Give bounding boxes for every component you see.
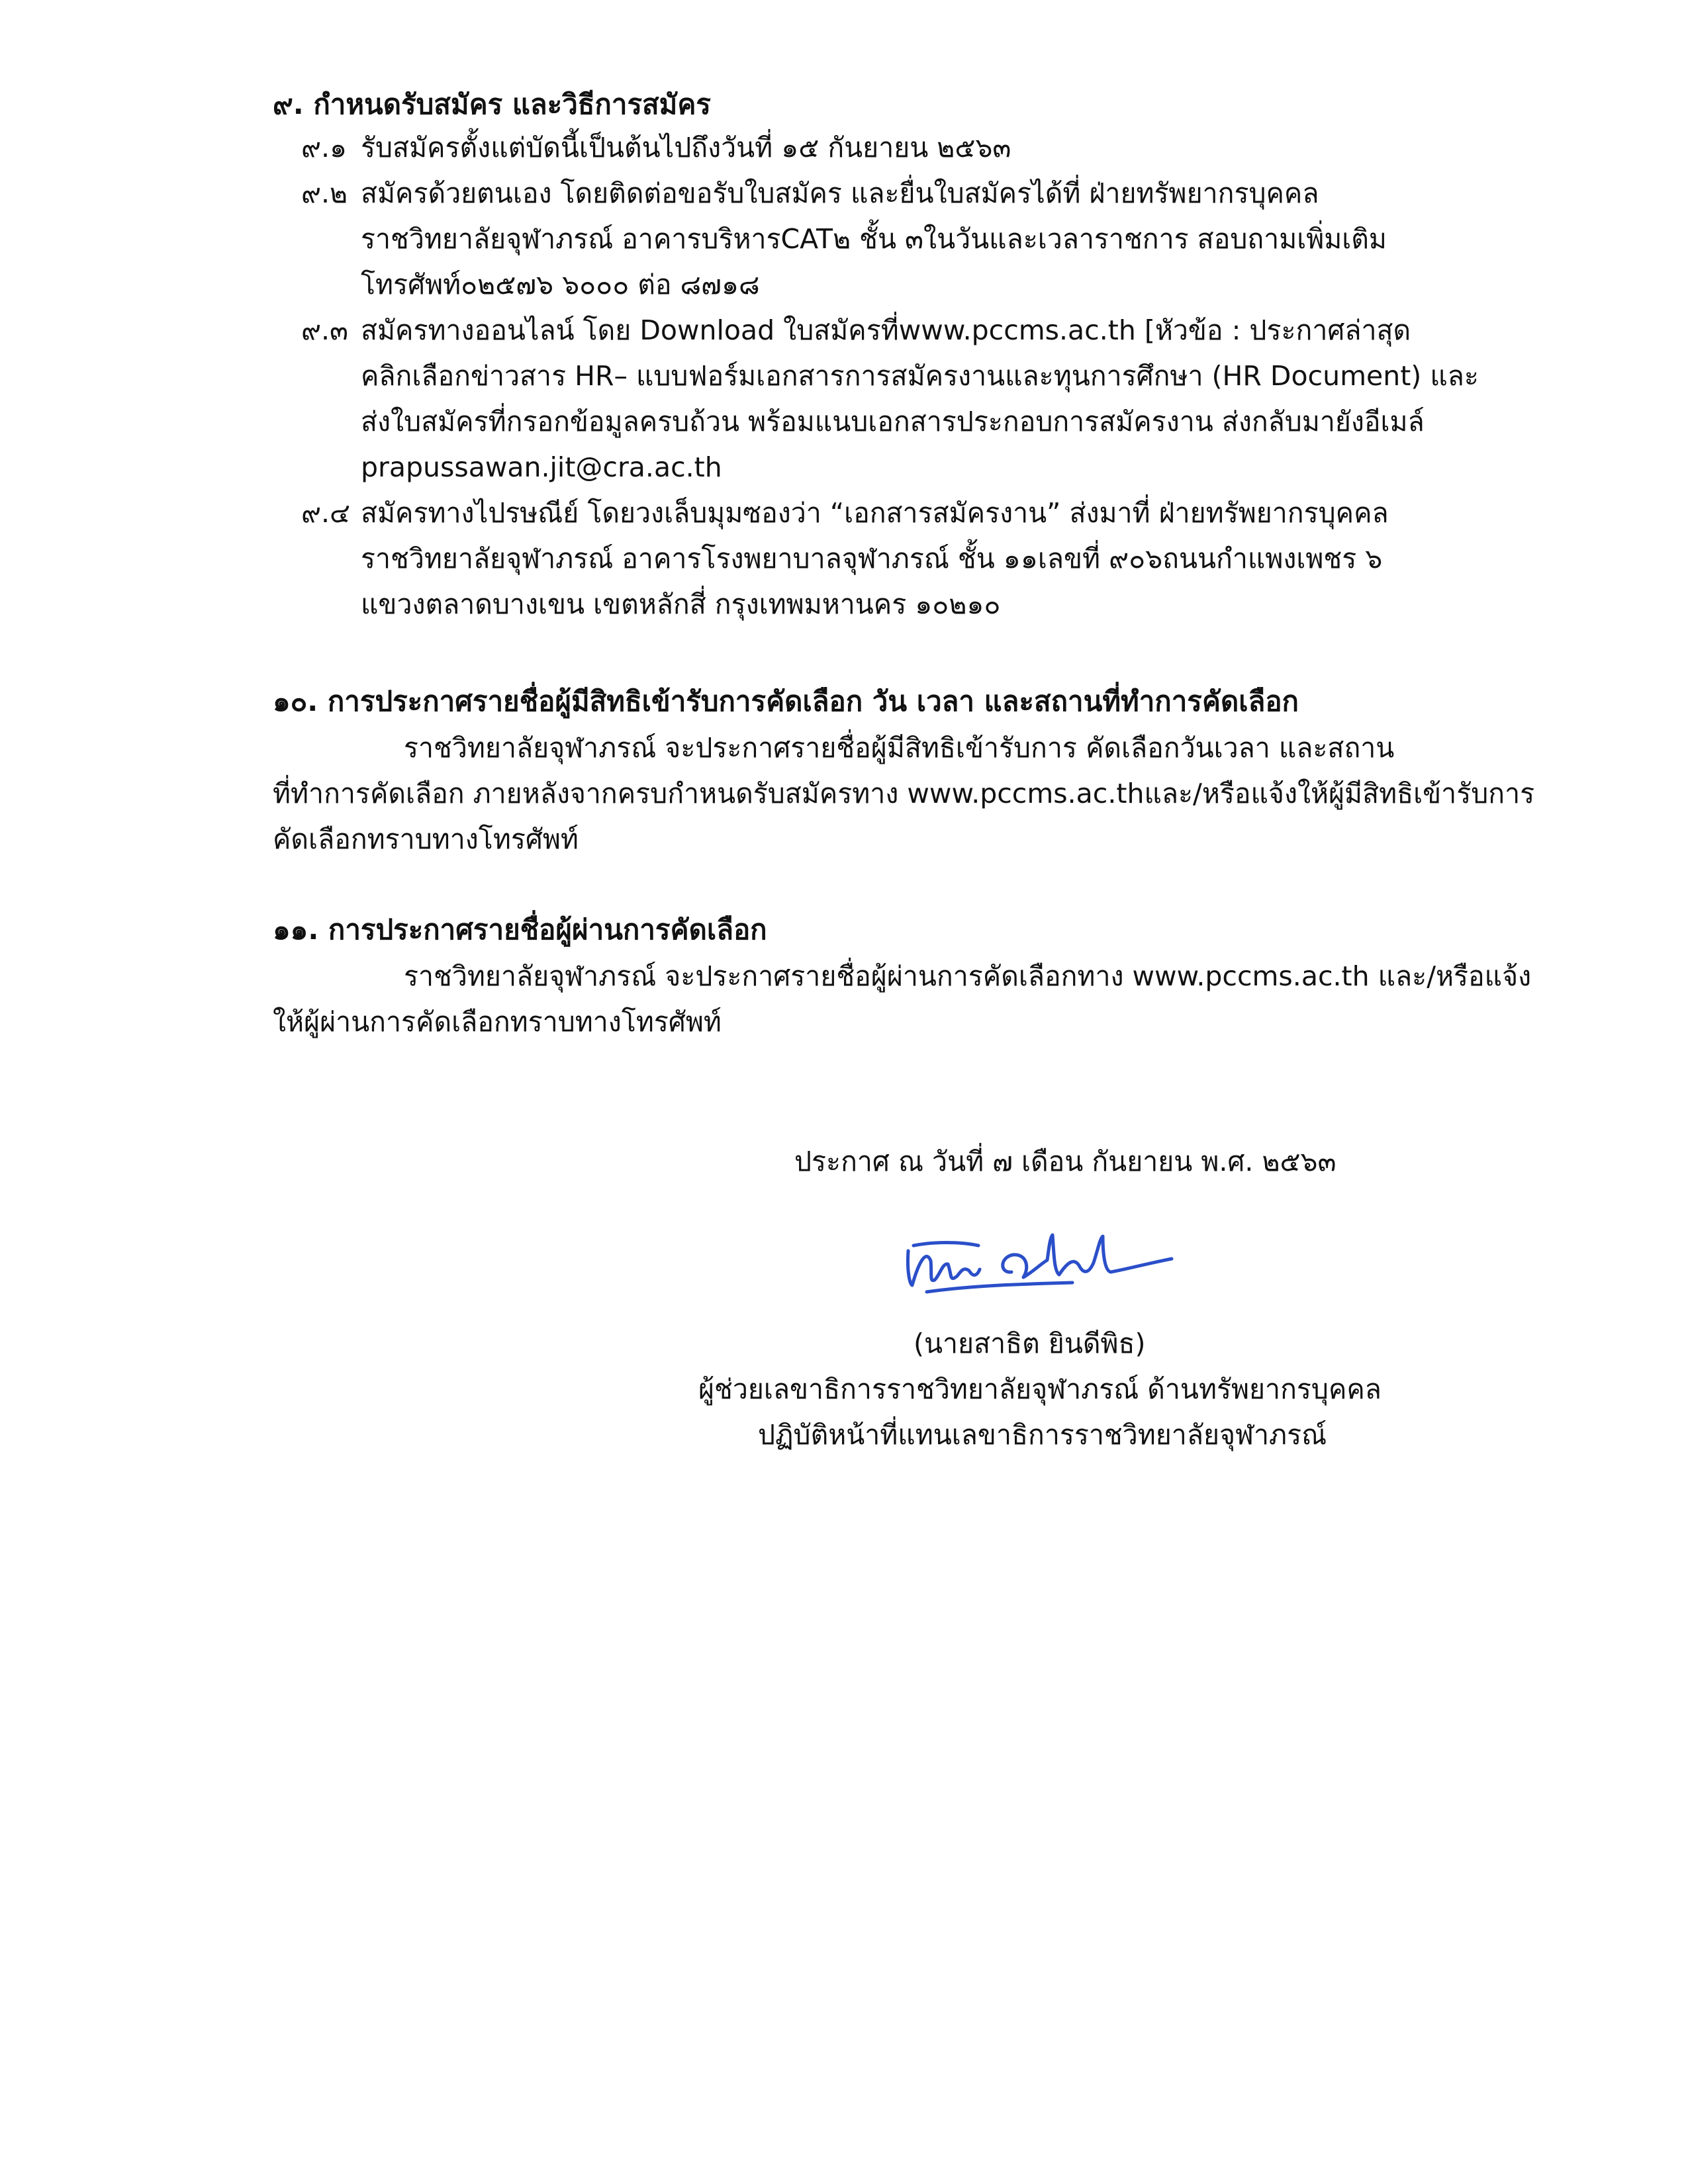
item-text-continuation: ราชวิทยาลัยจุฬาภรณ์ อาคารบริหารCAT๒ ชั้น ๓ในวันและเวลาราชการ สอบถามเพิ่มเติม [361, 223, 1387, 255]
item-text-continuation: ราชวิทยาลัยจุฬาภรณ์ อาคารโรงพยาบาลจุฬาภรณ์ ชั้น ๑๑เลขที่ ๙๐๖ถนนกำแพงเพชร ๖ [361, 543, 1383, 574]
item-text-continuation: โทรศัพท์๐๒๕๗๖ ๖๐๐๐ ต่อ ๘๗๑๘ [361, 269, 760, 300]
item-text: สมัครทางออนไลน์ โดย Download ใบสมัครที่www.pccms.ac.th [หัวข้อ : ประกาศล่าสุด [361, 314, 1411, 346]
signer-role: ปฏิบัติหน้าที่แทนเลขาธิการราชวิทยาลัยจุฬาภรณ์ [758, 1419, 1327, 1451]
section-10-text: ที่ทำการคัดเลือก ภายหลังจากครบกำหนดรับสมัครทาง www.pccms.ac.thและ/หรือแจ้งให้ผู้มีสิทธิเข้ารับการ [273, 778, 1535, 809]
email-address: prapussawan.jit@cra.ac.th [361, 451, 722, 483]
section-9-1 [301, 128, 1011, 167]
section-11-text: ให้ผู้ผ่านการคัดเลือกทราบทางโทรศัพท์ [273, 1006, 722, 1038]
section-11-text: ราชวิทยาลัยจุฬาภรณ์ จะประกาศรายชื่อผู้ผ่านการคัดเลือกทาง www.pccms.ac.th และ/หรือแจ้ง [404, 960, 1532, 992]
item-text: รับสมัครตั้งแต่บัดนี้เป็นต้นไปถึงวันที่ ๑๕ กันยายน ๒๕๖๓ [361, 132, 1011, 163]
item-number: ๙.๒ [301, 177, 348, 209]
section-11-heading: ๑๑. การประกาศรายชื่อผู้ผ่านการคัดเลือก [273, 913, 767, 946]
item-text: สมัครด้วยตนเอง โดยติดต่อขอรับใบสมัคร และยื่นใบสมัครได้ที่ ฝ่ายทรัพยากรบุคคล [361, 177, 1319, 209]
item-text: สมัครทางไปรษณีย์ โดยวงเล็บมุมซองว่า “เอกสารสมัครงาน” ส่งมาที่ ฝ่ายทรัพยากรบุคคล [361, 497, 1389, 529]
section-10-text: ราชวิทยาลัยจุฬาภรณ์ จะประกาศรายชื่อผู้มีสิทธิเข้ารับการ คัดเลือกวันเวลา และสถาน [404, 732, 1395, 764]
signer-name: (นายสาธิต ยินดีพิธ) [914, 1328, 1146, 1359]
section-9-4 [301, 493, 1389, 533]
item-number: ๙.๑ [301, 132, 348, 163]
section-10-text: คัดเลือกทราบทางโทรศัพท์ [273, 823, 579, 855]
item-text-continuation: คลิกเลือกข่าวสาร HR– แบบฟอร์มเอกสารการสมัครงานและทุนการศึกษา (HR Document) และ [361, 360, 1479, 392]
section-9-2 [301, 173, 1319, 213]
item-number: ๙.๔ [301, 497, 351, 529]
section-10-heading: ๑๐. การประกาศรายชื่อผู้มีสิทธิเข้ารับการคัดเลือก วัน เวลา และสถานที่ทำการคัดเลือก [273, 685, 1299, 717]
signer-title: ผู้ช่วยเลขาธิการราชวิทยาลัยจุฬาภรณ์ ด้านทรัพยากรบุคคล [698, 1373, 1382, 1405]
section-9-heading: ๙. กำหนดรับสมัคร และวิธีการสมัคร [273, 88, 711, 120]
item-text-continuation: ส่งใบสมัครที่กรอกข้อมูลครบถ้วน พร้อมแนบเอกสารประกอบการสมัครงาน ส่งกลับมายังอีเมล์ [361, 406, 1425, 437]
item-text-continuation: แขวงตลาดบางเขน เขตหลักสี่ กรุงเทพมหานคร ๑๐๒๑๐ [361, 588, 1001, 620]
announcement-date: ประกาศ ณ วันที่ ๗ เดือน กันยายน พ.ศ. ๒๕๖๓ [794, 1146, 1336, 1177]
handwritten-signature [900, 1211, 1178, 1304]
section-9-3 [301, 310, 1411, 350]
item-number: ๙.๓ [301, 314, 349, 346]
